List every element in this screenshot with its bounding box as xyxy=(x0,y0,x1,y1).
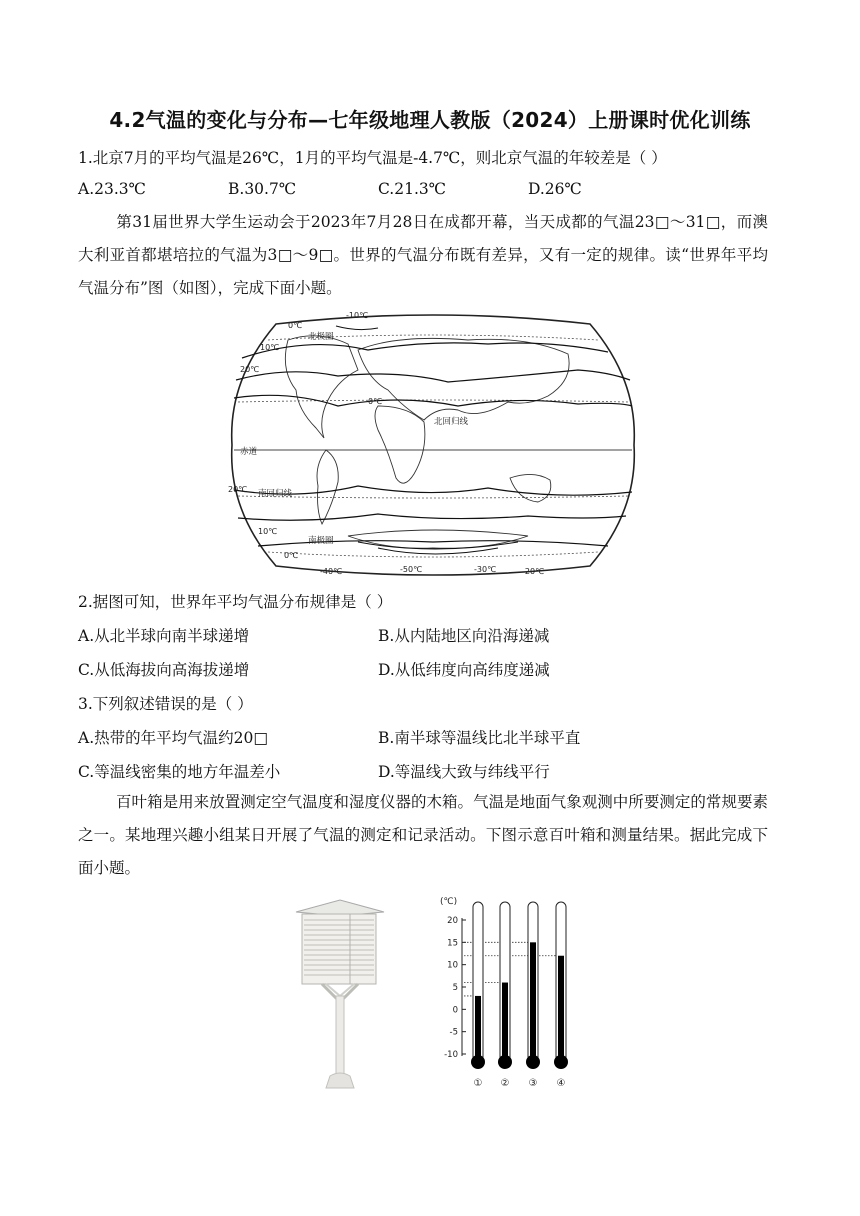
passage-2 xyxy=(78,786,768,885)
y-tick-label: 5 xyxy=(452,983,458,993)
isotherm-label: 0℃ xyxy=(288,321,303,330)
y-tick-label: 0 xyxy=(452,1005,458,1016)
q1-option-b: B.30.7℃ xyxy=(228,180,297,198)
thermometer-label: ② xyxy=(500,1078,510,1089)
isotherm-label: -50℃ xyxy=(400,565,423,574)
question-3-stem: 3.下列叙述错误的是（ ） xyxy=(78,695,253,713)
q3-option-d: D.等温线大致与纬线平行 xyxy=(378,763,550,781)
isotherm-label: 0℃ xyxy=(368,397,383,406)
mercury-column xyxy=(502,983,508,1060)
isotherm-label: 10℃ xyxy=(258,527,278,536)
y-tick-label: -10 xyxy=(444,1050,458,1060)
label-equator: 赤道 xyxy=(240,447,258,457)
y-tick-label: 10 xyxy=(447,960,458,971)
q2-option-d: D.从低纬度向高纬度递减 xyxy=(378,661,550,679)
q3-option-c: C.等温线密集的地方年温差小 xyxy=(78,763,281,781)
mercury-column xyxy=(530,942,536,1060)
label-antarctic-circle: 南极圈 xyxy=(308,536,334,546)
q1-option-a: A.23.3℃ xyxy=(78,180,146,198)
isotherm-label: -10℃ xyxy=(346,311,369,320)
world-temperature-map xyxy=(228,310,638,580)
q2-option-b: B.从内陆地区向沿海递减 xyxy=(378,627,550,645)
isotherm-label: -40℃ xyxy=(320,567,343,576)
isotherm-label: 20℃ xyxy=(240,365,260,374)
label-north-polar-circle: 北极圈 xyxy=(308,332,334,342)
isotherm-label: 0℃ xyxy=(284,551,299,560)
isotherm-label: 20℃ xyxy=(228,485,248,494)
thermometer-bulb xyxy=(526,1055,540,1069)
louvered-shelter-image xyxy=(292,898,388,1094)
passage-1 xyxy=(78,206,768,305)
passage-1-text: 第31届世界大学生运动会于2023年7月28日在成都开幕，当天成都的气温23□～31□，而澳大利亚首都堪培拉的气温为3□～9□。世界的气温分布既有差异，又有一定的规律。读“世界年平均气温分布”图（如图），完成下面小题。 xyxy=(78,213,768,297)
isotherm-label: -30℃ xyxy=(474,565,497,574)
q1-option-d: D.26℃ xyxy=(528,180,582,198)
thermometer-bulb xyxy=(498,1055,512,1069)
label-tropic-of-capricorn: 南回归线 xyxy=(258,489,293,499)
q2-option-a: A.从北半球向南半球递增 xyxy=(78,627,250,645)
thermo-unit-label: (℃) xyxy=(440,897,458,907)
thermometer-label: ① xyxy=(473,1078,483,1089)
isotherm-label: 10℃ xyxy=(260,343,280,352)
q3-option-a: A.热带的年平均气温约20□ xyxy=(78,729,268,747)
y-tick-label: 15 xyxy=(447,938,458,949)
label-tropic-of-cancer: 北回归线 xyxy=(434,417,469,427)
thermometer-label: ④ xyxy=(556,1078,566,1089)
question-1-stem: 1.北京7月的平均气温是26℃，1月的平均气温是-4.7℃，则北京气温的年较差是（ ） xyxy=(78,149,667,167)
q3-option-b: B.南半球等温线比北半球平直 xyxy=(378,729,581,747)
mercury-column xyxy=(558,956,564,1060)
isotherm-label: -20℃ xyxy=(522,567,545,576)
mercury-column xyxy=(475,996,481,1060)
q1-option-c: C.21.3℃ xyxy=(378,180,447,198)
q2-option-c: C.从低海拔向高海拔递增 xyxy=(78,661,250,679)
thermometer-bulb xyxy=(471,1055,485,1069)
passage-2-text: 百叶箱是用来放置测定空气温度和湿度仪器的木箱。气温是地面气象观测中所要测定的常规要素之一。某地理兴趣小组某日开展了气温的测定和记录活动。下图示意百叶箱和测量结果。据此完成下面小题。 xyxy=(78,793,768,877)
thermometer-chart xyxy=(430,892,580,1092)
question-2-stem: 2.据图可知，世界年平均气温分布规律是（ ） xyxy=(78,593,393,611)
thermometer-bulb xyxy=(554,1055,568,1069)
y-tick-label: 20 xyxy=(447,916,458,926)
thermometer-label: ③ xyxy=(528,1078,538,1089)
y-tick-label: -5 xyxy=(449,1027,458,1038)
page-title: 4.2气温的变化与分布—七年级地理人教版（2024）上册课时优化训练 xyxy=(109,108,751,132)
